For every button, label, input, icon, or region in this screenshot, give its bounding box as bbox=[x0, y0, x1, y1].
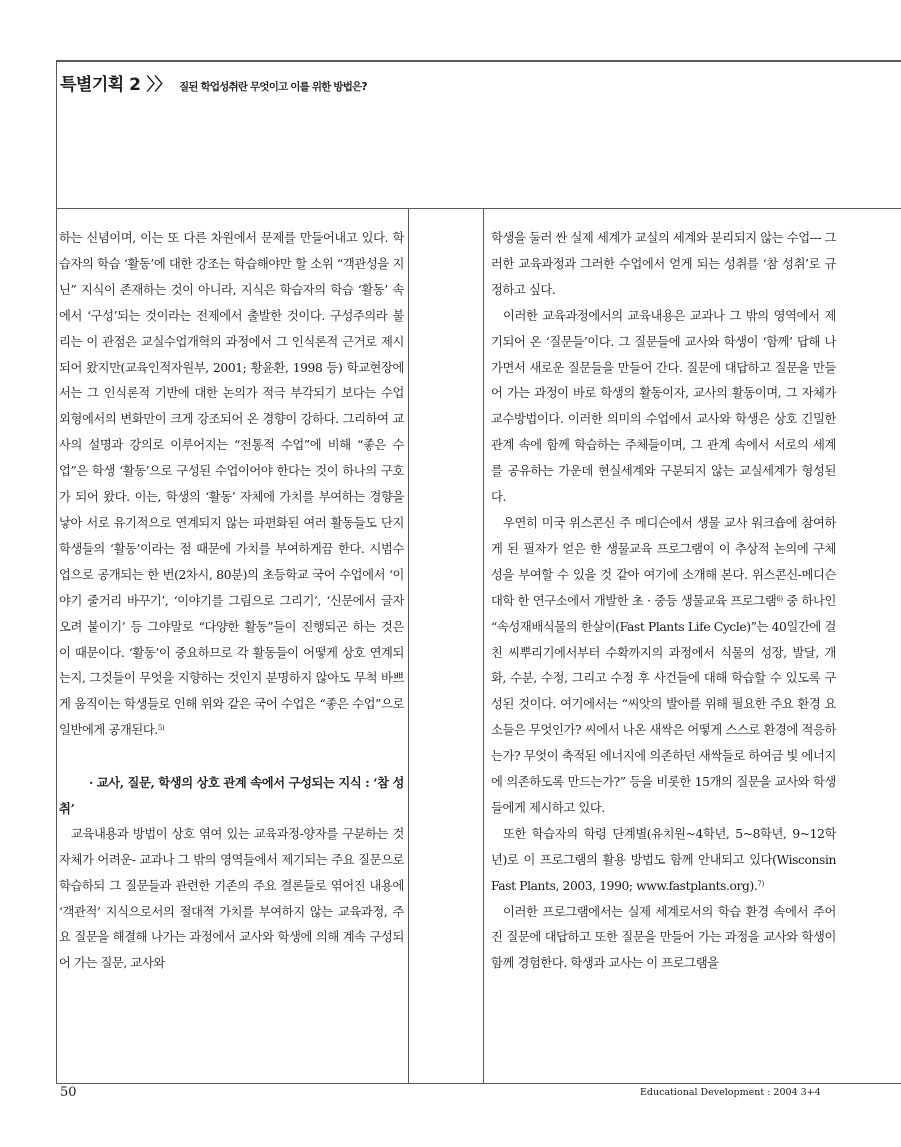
paragraph bbox=[491, 822, 836, 900]
column-rule-left bbox=[408, 209, 409, 1084]
left-margin-rule bbox=[56, 60, 57, 1084]
page-number: 50 bbox=[60, 1085, 77, 1100]
top-rule bbox=[56, 60, 901, 62]
right-column bbox=[491, 226, 836, 977]
column-rule-right bbox=[483, 209, 484, 1084]
double-chevron-icon: 〉〉 bbox=[146, 75, 171, 95]
paragraph-text: 중 하나인 “속성재배식물의 한살이(Fast Plants Life Cycle)”는 40일간에 걸친 씨뿌리기에서부터 수확까지의 과정에서 식물의 성장, 발달, 개화, 수분, 수정, 그리고 수정 후 사건들에 대해 학습할 수 있도록 구성된 것이다. 여기에서는 “씨앗의 발아를 위해 필요한 주요 환경 요소들은 무엇인가? 씨에서 나온 새싹은 어떻게 스스로 환경에 적응하는가? 무엇이 축적된 에너지에 의존하던 새싹들로 하여금 빛 에너지에 의존하도록 만드는가?” 등을 비롯한 15개의 질문을 교사와 학생들에게 제시하고 있다. bbox=[491, 593, 836, 815]
journal-footer: Educational Development : 2004 3+4 bbox=[640, 1087, 821, 1098]
left-column bbox=[59, 226, 404, 977]
section-heading: · 교사, 질문, 학생의 상호 관계 속에서 구성되는 지식 : ‘참 성취’ bbox=[59, 775, 404, 816]
paragraph-text: 또한 학습자의 학령 단계별(유치원~4학년, 5~8학년, 9~12학년)로 이 프로그램의 활용 방법도 함께 안내되고 있다(Wisconsin Fast Plants, 2003, 1990; www.fastplants.org). bbox=[491, 826, 836, 893]
header-divider bbox=[56, 208, 901, 209]
paragraph-text: 하는 신념이며, 이는 또 다른 차원에서 문제를 만들어내고 있다. 학습자의 학습 ‘활동’에 대한 강조는 학습해야만 할 소위 “객관성을 지닌” 지식이 존재하는 것이 아니라, 지식은 학습자의 학습 ‘활동’ 속에서 ‘구성’되는 것이라는 전제에서 출발한 것이다. 구성주의라 불리는 이 관점은 교실수업개혁의 과정에서 그 인식론적 근거로 제시되어 왔지만(교육인적자원부, 2001; 황윤환, 1998 등) 학교현장에서는 그 인식론적 기반에 대한 논의가 적극 부각되기 보다는 수업 외형에서의 변화만이 크게 강조되어 온 경향이 강하다. 그리하여 교사의 설명과 강의로 이루어지는 “전통적 수업”에 비해 “좋은 수업”은 학생 ‘활동’으로 구성된 수업이어야 한다는 것이 하나의 구호가 되어 왔다. 이는, 학생의 ‘활동’ 자체에 가치를 부여하는 경향을 낳아 서로 유기적으로 연계되지 않는 파편화된 여러 활동들도 단지 학생들의 ‘활동’이라는 점 때문에 가치를 부여하게끔 한다. 시범수업으로 공개되는 한 번(2차시, 80분)의 초등학교 국어 수업에서 ‘이야기 줄거리 바꾸기’, ‘이야기를 그림으로 그리기’, ‘신문에서 글자 오려 붙이기’ 등 그야말로 “다양한 활동”들이 진행되곤 하는 것은 이 때문이다. ‘활동’이 중요하므로 각 활동들이 어떻게 상호 연계되는지, 그것들이 무엇을 지향하는 것인지 분명하지 않아도 무척 바쁘게 움직이는 학생들로 인해 위와 같은 국어 수업은 “좋은 수업”으로 일반에게 공개된다. bbox=[59, 231, 404, 738]
paragraph: 이러한 프로그램에서는 실제 세계로서의 학습 환경 속에서 주어진 질문에 대답하고 또한 질문을 만들어 가는 과정을 교사와 학생이 함께 경험한다. 학생과 교사는 이 프로그램을 bbox=[491, 904, 836, 971]
footnote-ref: 6) bbox=[776, 594, 783, 603]
section-header bbox=[60, 70, 367, 95]
article-subtitle: 질된 학업성취란 무엇이고 이를 위한 방법은? bbox=[178, 81, 367, 93]
paragraph: 이러한 교육과정에서의 교육내용은 교과나 그 밖의 영역에서 제기되어 온 ‘질문들’이다. 그 질문들에 교사와 학생이 ‘함께’ 답해 나가면서 새로운 질문들을 만들어 간다. 질문에 대답하고 질문을 만들어 가는 과정이 바로 학생의 활동이자, 교사의 활동이며, 그 자체가 교수방법이다. 이러한 의미의 수업에서 교사와 학생은 상호 긴밀한 관계 속에 함께 학습하는 주체들이며, 그 관계 속에서 서로의 세계를 공유하는 가운데 현실세계와 구분되지 않는 교실세계가 형성된다. bbox=[491, 308, 836, 505]
paragraph-text: 우연히 미국 위스콘신 주 메디슨에서 생물 교사 워크숍에 참여하게 된 필자가 얻은 한 생물교육 프로그램이 이 추상적 논의에 구체성을 부여할 수 있을 것 같아 여기에 소개해 본다. 위스콘신-메디슨 대학 한 연구소에서 개발한 초 · 중등 생물교육 프로그램 bbox=[491, 515, 836, 608]
paragraph bbox=[59, 226, 404, 744]
footnote-ref: 5) bbox=[157, 724, 165, 733]
paragraph bbox=[491, 511, 836, 822]
footer-rule bbox=[56, 1083, 901, 1084]
series-title: 특별기획 2 bbox=[60, 75, 141, 95]
paragraph: 학생을 둘러 싼 실제 세계가 교실의 세계와 분리되지 않는 수업--- 그러한 교육과정과 그러한 수업에서 얻게 되는 성취를 ‘참 성취’로 규정하고 싶다. bbox=[491, 231, 836, 297]
paragraph: 교육내용과 방법이 상호 엮여 있는 교육과정-양자를 구분하는 것 자체가 어려운- 교과나 그 밖의 영역들에서 제기되는 주요 질문으로 학습하되 그 질문들과 관련한 기존의 주요 결론들로 엮어진 내용에 ‘객관적’ 지식으로서의 절대적 가치를 부여하지 않는 교육과정, 주요 질문을 해결해 나가는 과정에서 교사와 학생에 의해 계속 구성되어 가는 질문, 교사와 bbox=[59, 826, 404, 971]
footnote-ref: 7) bbox=[757, 879, 764, 888]
spacer bbox=[59, 744, 404, 770]
